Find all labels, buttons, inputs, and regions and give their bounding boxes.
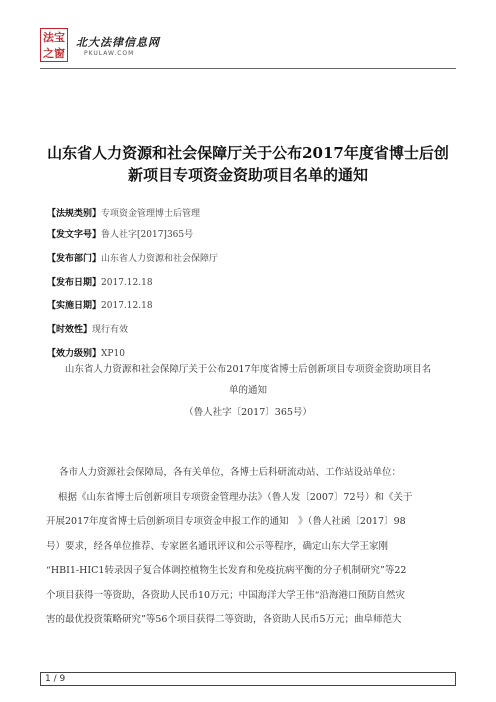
meta-key: 【时效性】 (47, 325, 93, 335)
page-number: 1 / 9 (45, 674, 66, 684)
pkulaw-logo (40, 28, 68, 62)
paragraph-line: 害的最优投资策略研究”等56个项目获得二等资助，各资助人民币5万元；曲阜师范大 (46, 614, 402, 625)
paragraph-line: 根据《山东省博士后创新项目专项资金管理办法》（鲁人发〔2007〕72号）和《关于 (58, 492, 413, 503)
meta-category (47, 206, 200, 219)
notice-subtitle-line-2: 单的通知 (228, 385, 267, 396)
paragraph-line: “HBI1-HIC1转录因子复合体调控植物生长发育和免疫抗病平衡的分子机制研究”等22 (46, 565, 407, 576)
meta-value: XP10 (101, 349, 125, 359)
site-header (40, 28, 460, 70)
title-line-2: 新项目专项资金资助项目名单的通知 (127, 166, 368, 184)
paragraph-line: 个项目获得一等资助，各资助人民币10万元；中国海洋大学王伟“沿海港口预防自然灾 (46, 590, 405, 601)
meta-doc-number (47, 227, 193, 240)
meta-key: 【发布日期】 (47, 278, 102, 288)
meta-publish-date (47, 275, 153, 288)
meta-value: 现行有效 (92, 325, 129, 335)
meta-value: 2017.12.18 (101, 301, 153, 311)
meta-value: 专项资金管理博士后管理 (101, 209, 201, 219)
meta-value: 山东省人力资源和社会保障厅 (101, 254, 219, 264)
meta-key: 【效力级别】 (47, 349, 102, 359)
meta-key: 【实施日期】 (47, 301, 102, 311)
meta-effective-date (47, 298, 153, 311)
notice-subtitle-line-1: 山东省人力资源和社会保障厅关于公布2017年度省博士后创新项目专项资金资助项目名 (64, 364, 432, 375)
meta-key: 【发文字号】 (47, 230, 102, 240)
paragraph-line: 开展2017年度省博士后创新项目专项资金申报工作的通知 》（鲁人社函〔2017〕98 (46, 516, 406, 527)
header-divider (40, 68, 456, 69)
meta-level (47, 346, 125, 359)
meta-key: 【法规类别】 (47, 209, 102, 219)
notice-doc-number: （鲁人社字〔2017〕365号） (184, 407, 312, 418)
logo-text-line2: 之窗 (43, 47, 65, 60)
meta-value: 鲁人社字[2017]365号 (101, 230, 194, 240)
meta-validity (47, 322, 128, 335)
paragraph-line: 各市人力资源社会保障局，各有关单位，各博士后科研流动站、工作站设站单位： (59, 467, 402, 478)
meta-issuer (47, 251, 218, 264)
meta-value: 2017.12.18 (101, 278, 153, 288)
meta-key: 【发布部门】 (47, 254, 102, 264)
title-line-1: 山东省人力资源和社会保障厅关于公布2017年度省博士后创 (47, 144, 449, 162)
brand-name-en: PKULAW.COM (84, 50, 135, 57)
logo-text-line1: 法宝 (43, 31, 65, 44)
document-title (40, 142, 456, 186)
paragraph-line: 号）要求，经各单位推荐、专家匿名通讯评议和公示等程序，确定山东大学王家刚 (46, 541, 389, 552)
page-footer (40, 672, 456, 686)
brand-name-cn: 北大法律信息网 (76, 36, 160, 49)
